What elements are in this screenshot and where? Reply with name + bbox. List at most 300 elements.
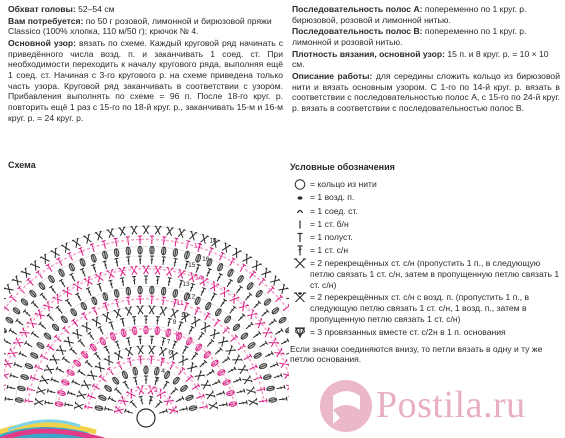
stitch-cluster xyxy=(263,374,272,381)
stitch-dc xyxy=(7,385,16,391)
stitch-dc xyxy=(260,309,269,317)
stitch-dc xyxy=(72,380,81,387)
stitch-dc xyxy=(56,367,65,374)
stitch-dc xyxy=(162,237,167,245)
stitch-dc xyxy=(49,286,57,295)
stitch-cluster xyxy=(223,315,231,324)
row-number: 18 xyxy=(209,237,217,245)
stitch-cluster xyxy=(240,332,249,341)
stitch-dc xyxy=(211,380,220,387)
stitch-cluster xyxy=(102,251,108,260)
stitch-dc xyxy=(171,341,178,350)
stitch-cluster xyxy=(112,376,120,385)
stitch-cross xyxy=(118,227,126,236)
stitch-cross xyxy=(104,356,114,367)
stitch-dc xyxy=(219,402,228,407)
stitch-cluster xyxy=(15,397,24,402)
stitch-cluster xyxy=(126,287,131,296)
row-number: 11 xyxy=(176,300,184,308)
stitch-cluster xyxy=(253,352,262,360)
stitch-cross xyxy=(125,307,133,316)
stitch-dc xyxy=(138,356,143,364)
stitch-cross xyxy=(286,382,289,391)
stitch-cross xyxy=(92,317,102,327)
stitch-dc xyxy=(209,293,216,302)
legend-item xyxy=(290,292,562,324)
stitch-dc xyxy=(4,349,7,356)
stitch-dc xyxy=(115,341,122,350)
row-number: 2 xyxy=(154,386,158,394)
stitch-cross xyxy=(166,227,174,236)
stitch-cluster xyxy=(271,307,280,315)
stitch-dc xyxy=(149,356,154,364)
stitch-cluster xyxy=(255,289,264,298)
stitch-dc xyxy=(81,312,89,321)
stitch-dc xyxy=(47,314,55,323)
stitch-cross xyxy=(20,328,31,338)
stitch-cross xyxy=(154,266,162,275)
legend-item xyxy=(290,232,562,243)
stitch-cross xyxy=(12,276,23,287)
stitch-dc xyxy=(144,316,148,324)
stitch-dc xyxy=(175,396,184,403)
stitch-dc xyxy=(279,397,287,402)
stitch-cross xyxy=(159,307,167,316)
stitch-dc xyxy=(5,397,13,402)
stitch-dc xyxy=(245,322,254,330)
stitch-dc xyxy=(199,288,206,297)
stitch-cluster xyxy=(246,282,254,291)
stitch-cross xyxy=(50,355,61,365)
stitch-dc xyxy=(259,341,268,349)
stitch-cross xyxy=(165,267,173,276)
stitch-dc xyxy=(109,322,116,331)
stitch-dc xyxy=(252,301,260,310)
stitch-cross xyxy=(21,268,31,279)
stitch-dc xyxy=(169,387,178,395)
stitch-dc xyxy=(123,381,131,390)
stitch-dc xyxy=(139,396,145,405)
stitch-dc xyxy=(167,278,172,287)
magic-ring xyxy=(137,409,155,427)
stitch-cross xyxy=(81,380,91,390)
stitch-dc xyxy=(132,276,137,284)
stitch-dc xyxy=(193,307,200,316)
stitch-cross xyxy=(137,346,145,355)
legend-item xyxy=(290,258,562,290)
stitch-dc xyxy=(177,322,184,331)
stitch-cluster xyxy=(144,326,148,334)
stitch-cluster xyxy=(204,302,212,311)
stitch-cross xyxy=(170,309,179,319)
stitch-cluster xyxy=(126,247,131,255)
legend-title: Условные обозначения xyxy=(290,162,395,172)
stitch-dc xyxy=(114,387,123,395)
stitch-cluster xyxy=(80,350,89,359)
stitch-dc xyxy=(47,389,56,395)
stitch-cross xyxy=(221,243,231,253)
stitch-cross xyxy=(218,337,229,348)
stitch-dc xyxy=(51,377,60,384)
stitch-cluster xyxy=(60,315,68,324)
stitch-cluster xyxy=(29,289,38,298)
stitch-cluster xyxy=(154,367,160,376)
stitch-cluster xyxy=(172,376,180,385)
stitch-dc xyxy=(161,257,166,265)
stitch-cross xyxy=(148,346,156,355)
legend-item-text: = 1 возд. п. xyxy=(310,192,355,203)
work-text: для середины сложить кольцо из бирюзовой нити и вязать основным узором. С 1-го по 14-й круг. р. вязать в соответствии с последовательностью полос А, с 15-го по 24-й круг. р. вязать в соответствии с последовательностью полос В. xyxy=(292,70,561,113)
stitch-dc xyxy=(172,258,177,267)
stitch-dc xyxy=(216,391,225,397)
row-number: 8 xyxy=(175,330,180,338)
stitch-cross xyxy=(208,402,217,410)
stitch-dc xyxy=(126,338,132,347)
stitch-dc xyxy=(221,326,229,335)
row-number: 1 xyxy=(149,395,154,403)
stitch-dc xyxy=(264,351,273,358)
stitch-cluster xyxy=(132,367,138,376)
stitch-cluster xyxy=(216,263,223,272)
stitch-cluster xyxy=(144,366,148,374)
stitch-cross xyxy=(209,329,219,340)
row-number: 14 xyxy=(195,274,203,282)
stitch-cross xyxy=(148,306,155,314)
stitch-cluster xyxy=(58,268,66,277)
stitch-cross xyxy=(50,248,60,258)
stitch-dc xyxy=(268,319,277,327)
legend-item-text: = 1 полуст. xyxy=(310,231,353,242)
watermark-text: Postila.ru xyxy=(376,384,526,426)
crossed-dc-chain-icon xyxy=(290,292,310,303)
crochet-scheme-diagram xyxy=(4,160,289,438)
stitch-cross xyxy=(154,226,161,234)
stitch-dc xyxy=(244,293,252,302)
stitch-cluster xyxy=(114,248,120,257)
stitch-cluster xyxy=(12,307,21,315)
stitch-cluster xyxy=(247,341,256,349)
legend-item xyxy=(290,206,562,217)
row-number: 6 xyxy=(168,349,173,357)
stitch-cross xyxy=(77,391,87,400)
stitch-dc xyxy=(280,339,289,346)
stitch-cluster xyxy=(102,292,109,301)
stitch-cross xyxy=(237,365,247,375)
stitch-dc xyxy=(108,396,117,403)
density-paragraph xyxy=(292,49,560,70)
row-number: 13 xyxy=(182,280,190,288)
stitch-dc xyxy=(40,293,48,302)
stitch-dc xyxy=(239,400,248,405)
stitch-cluster xyxy=(263,298,272,307)
left-text-column xyxy=(8,4,283,124)
stitch-cross xyxy=(95,362,106,373)
stitch-cross xyxy=(4,284,14,295)
stitch-cluster xyxy=(104,384,113,392)
stitch-cluster xyxy=(55,401,64,407)
stitch-cluster xyxy=(150,286,155,294)
stitch-dc xyxy=(150,336,155,344)
stitch-dc xyxy=(253,375,262,381)
stitch-dc xyxy=(285,349,289,356)
stitch-cluster xyxy=(268,397,277,402)
stitch-cross xyxy=(269,276,280,287)
sequence-a-label: Последовательность полос А: xyxy=(292,4,423,14)
stitch-dc xyxy=(67,391,76,397)
stitch-dc xyxy=(274,328,283,336)
stitch-dc xyxy=(228,306,236,315)
pattern-text: вязать по схеме. Каждый круговой ряд начинать с приведённого числа возд. п. и заканчивать 1 соед. ст. При необходимости переходить к началу кругового ряда, выполняя ещё 1 соед. ст. Начиная с 3-го кругового р. на схеме приведена только часть узора. Круговой ряд заканчивать в соответствии с узором. Прибавления выполнять по схеме = 96 п. После 18-го круг. р. повторить ещё 1 раз с 15-го по 18-й круг. р., заканчивать 15-м и 16-м круг. р. = 24 круг. р. xyxy=(8,37,283,123)
watermark xyxy=(318,376,563,432)
stitch-dc xyxy=(39,322,48,330)
stitch-cross xyxy=(72,238,81,248)
stitch-cross xyxy=(188,231,197,240)
legend-item-text: = 1 соед. ст. xyxy=(310,205,358,216)
stitch-cross xyxy=(178,356,188,367)
stitch-dc xyxy=(138,296,142,304)
watermark-logo-icon xyxy=(318,378,374,434)
stitch-cluster xyxy=(79,258,86,267)
stitch-dc xyxy=(4,339,12,346)
density-text: 15 п. и 8 круг. р. = 10 × 10 см. xyxy=(292,48,549,70)
stitch-cross xyxy=(82,322,92,333)
stitch-cluster xyxy=(185,394,194,401)
stitch-cross xyxy=(130,266,138,275)
stitch-cross xyxy=(107,269,116,278)
stitch-cross xyxy=(246,387,255,396)
stitch-cross xyxy=(40,254,50,265)
legend-item xyxy=(290,219,562,230)
stitch-cross xyxy=(125,347,134,356)
stitch-cross xyxy=(205,391,215,400)
sequence-b-text: попеременно по 1 круг. р. лимонной и розовой нитью. xyxy=(292,26,527,47)
stitch-cross xyxy=(232,248,242,258)
stitch-dc xyxy=(159,409,168,415)
stitch-cluster xyxy=(236,275,244,284)
stitch-dc xyxy=(155,317,160,325)
scheme-title: Схема xyxy=(8,160,36,170)
stitch-cluster xyxy=(80,302,88,311)
stitch-dc xyxy=(138,256,142,264)
stitch-cluster xyxy=(38,282,46,291)
stitch-cross xyxy=(261,268,271,279)
stitch-dc xyxy=(205,369,214,377)
stitch-dc xyxy=(154,400,162,409)
stitch-dc xyxy=(214,347,223,355)
stitch-cross xyxy=(87,371,98,381)
stitch-dc xyxy=(205,268,212,277)
row-number: 17 xyxy=(193,242,202,250)
stitch-dc xyxy=(126,297,131,306)
stitch-cross xyxy=(30,261,40,272)
stitch-dc xyxy=(179,407,188,413)
stitch-cluster xyxy=(161,247,166,255)
cluster-icon xyxy=(290,327,310,338)
stitch-dc xyxy=(133,377,139,386)
stitch-cross xyxy=(44,365,54,375)
stitch-dc xyxy=(126,257,131,265)
stitch-cross xyxy=(242,376,252,385)
stitch-cluster xyxy=(214,308,222,317)
crossed-dc-icon xyxy=(290,258,310,269)
pattern-paragraph xyxy=(8,38,283,123)
stitch-dc xyxy=(221,357,230,365)
stitch-cluster xyxy=(91,296,98,305)
stitch-dc xyxy=(59,279,67,288)
pattern-label: Основной узор: xyxy=(8,37,77,48)
stitch-dc xyxy=(177,367,185,376)
stitch-cross xyxy=(194,371,205,381)
legend-item-text: = 1 ст. с/н xyxy=(310,245,349,256)
stitch-dc xyxy=(120,278,125,287)
stitch-dc xyxy=(130,400,138,409)
stitch-dc xyxy=(225,279,233,288)
stitch-dc xyxy=(198,360,207,368)
head-size-paragraph xyxy=(8,4,283,15)
stitch-cluster xyxy=(20,374,29,381)
stitch-dc xyxy=(27,387,36,393)
stitch-dc xyxy=(187,326,194,335)
stitch-cluster xyxy=(43,332,52,341)
stitch-cross xyxy=(4,382,6,391)
stitch-cluster xyxy=(232,323,241,332)
stitch-cross xyxy=(102,312,111,322)
stitch-dc xyxy=(23,309,32,317)
stitch-dc xyxy=(274,295,283,303)
stitch-cross xyxy=(35,398,44,406)
row-guide-arc xyxy=(84,356,207,412)
stitch-dc xyxy=(252,331,261,339)
stitch-cross xyxy=(238,301,249,312)
stitch-cluster xyxy=(17,385,26,391)
legend xyxy=(290,160,562,365)
chain-icon xyxy=(290,192,310,203)
row-number: 5 xyxy=(160,357,165,365)
legend-note: Если значки соединяются внизу, то петли вязать в одну и ту же петлю основания. xyxy=(290,343,543,365)
stitch-dc xyxy=(276,385,285,391)
stitch-dc xyxy=(155,276,160,284)
row-number: 10 xyxy=(180,312,189,320)
stitch-dc xyxy=(150,296,154,304)
stitch-cross xyxy=(278,284,289,295)
stitch-cross xyxy=(95,231,104,240)
slip-stitch-icon xyxy=(290,206,310,217)
stitch-dc xyxy=(235,286,243,295)
stitch-dc xyxy=(65,402,74,407)
legend-item xyxy=(290,179,562,190)
stitch-dc xyxy=(273,373,282,379)
legend-item-text: = 2 перекрещённых ст. с/н с возд. п. (пропустить 1 п., в следующую петлю связать 1 ст. с/н, 1 возд. п., затем в пропущенную петлю связать 1 ст. с/н) xyxy=(310,292,530,324)
right-text-column xyxy=(292,4,560,115)
stitch-cluster xyxy=(138,286,143,294)
stitch-dc xyxy=(181,346,188,355)
sequence-a-paragraph xyxy=(292,4,560,25)
row-number: 12 xyxy=(187,293,196,301)
stitch-dc xyxy=(236,389,245,395)
stitch-dc xyxy=(62,326,70,335)
row-number: 9 xyxy=(172,319,177,327)
legend-item xyxy=(290,245,562,256)
stitch-cross xyxy=(288,394,289,402)
stitch-cross xyxy=(177,229,185,238)
stitch-cluster xyxy=(266,385,275,391)
row-number: 4 xyxy=(161,368,165,376)
stitch-cluster xyxy=(132,326,137,335)
legend-item-text: = 3 провязанных вместе ст. с/2н в 1 п. основания xyxy=(310,326,506,337)
stitch-dc xyxy=(9,328,18,336)
stitch-cross xyxy=(137,306,144,314)
stitch-dc xyxy=(65,299,73,308)
stitch-cross xyxy=(158,347,167,356)
row-number: 3 xyxy=(155,376,159,384)
stitch-cluster xyxy=(189,405,198,411)
stitch-cluster xyxy=(172,289,178,298)
head-size-label: Обхват головы: xyxy=(8,4,76,14)
stitch-cluster xyxy=(5,316,14,324)
stitch-dc xyxy=(98,326,105,335)
stitch-dc xyxy=(237,314,245,323)
stitch-cross xyxy=(255,318,266,328)
stitch-dc xyxy=(80,268,87,277)
stitch-cross xyxy=(279,359,289,368)
stitch-dc xyxy=(144,376,148,384)
stitch-cluster xyxy=(179,384,188,392)
single-crochet-icon xyxy=(290,219,310,230)
stitch-dc xyxy=(114,258,119,267)
stitch-cross xyxy=(113,309,122,319)
stitch-dc xyxy=(56,306,64,315)
stitch-cluster xyxy=(24,363,33,370)
sequence-b-paragraph xyxy=(292,26,560,47)
stitch-cluster xyxy=(4,326,7,334)
legend-item-text: = кольцо из нити xyxy=(310,179,377,190)
stitch-dc xyxy=(160,338,166,347)
stitch-dc xyxy=(103,261,109,270)
double-crochet-icon xyxy=(290,245,310,256)
materials-text: по 50 г розовой, лимонной и бирюзовой пряжи Classico (100% хлопка, 110 м/50 г); крючок № 4. xyxy=(8,15,272,37)
legend-item-text: = 2 перекрещённых ст. с/н (пропустить 1 п., в следующую петлю связать 1 ст. с/н, затем в пропущенную петлю связать 1 ст. с/н) xyxy=(310,258,560,290)
stitch-dc xyxy=(132,317,137,325)
stitch-cluster xyxy=(203,350,212,359)
stitch-cluster xyxy=(68,263,75,272)
legend-item xyxy=(290,192,562,203)
materials-label: Вам потребуется: xyxy=(8,15,84,26)
stitch-cross xyxy=(200,380,210,390)
stitch-dc xyxy=(215,273,222,282)
stitch-dc xyxy=(75,293,82,302)
stitch-dc xyxy=(91,264,97,273)
stitch-dc xyxy=(27,278,35,287)
stitch-dc xyxy=(14,362,23,369)
stitch-dc xyxy=(94,352,102,361)
stitch-cross xyxy=(61,243,71,253)
stitch-cross xyxy=(232,355,243,365)
stitch-cross xyxy=(242,254,252,265)
stitch-dc xyxy=(150,256,154,264)
sequence-a-text: попеременно по 1 круг. р. бирюзовой, розовой и лимонной нитью. xyxy=(292,4,527,25)
stitch-dc xyxy=(248,271,256,280)
stitch-cross xyxy=(143,226,150,234)
stitch-dc xyxy=(24,341,33,349)
stitch-cross xyxy=(251,261,261,272)
stitch-dc xyxy=(161,297,166,306)
stitch-dc xyxy=(70,347,79,355)
stitch-cluster xyxy=(57,390,66,396)
stitch-cross xyxy=(143,266,150,274)
stitch-dc xyxy=(78,369,87,377)
stitch-dc xyxy=(31,331,40,339)
stitch-dc xyxy=(31,301,39,310)
